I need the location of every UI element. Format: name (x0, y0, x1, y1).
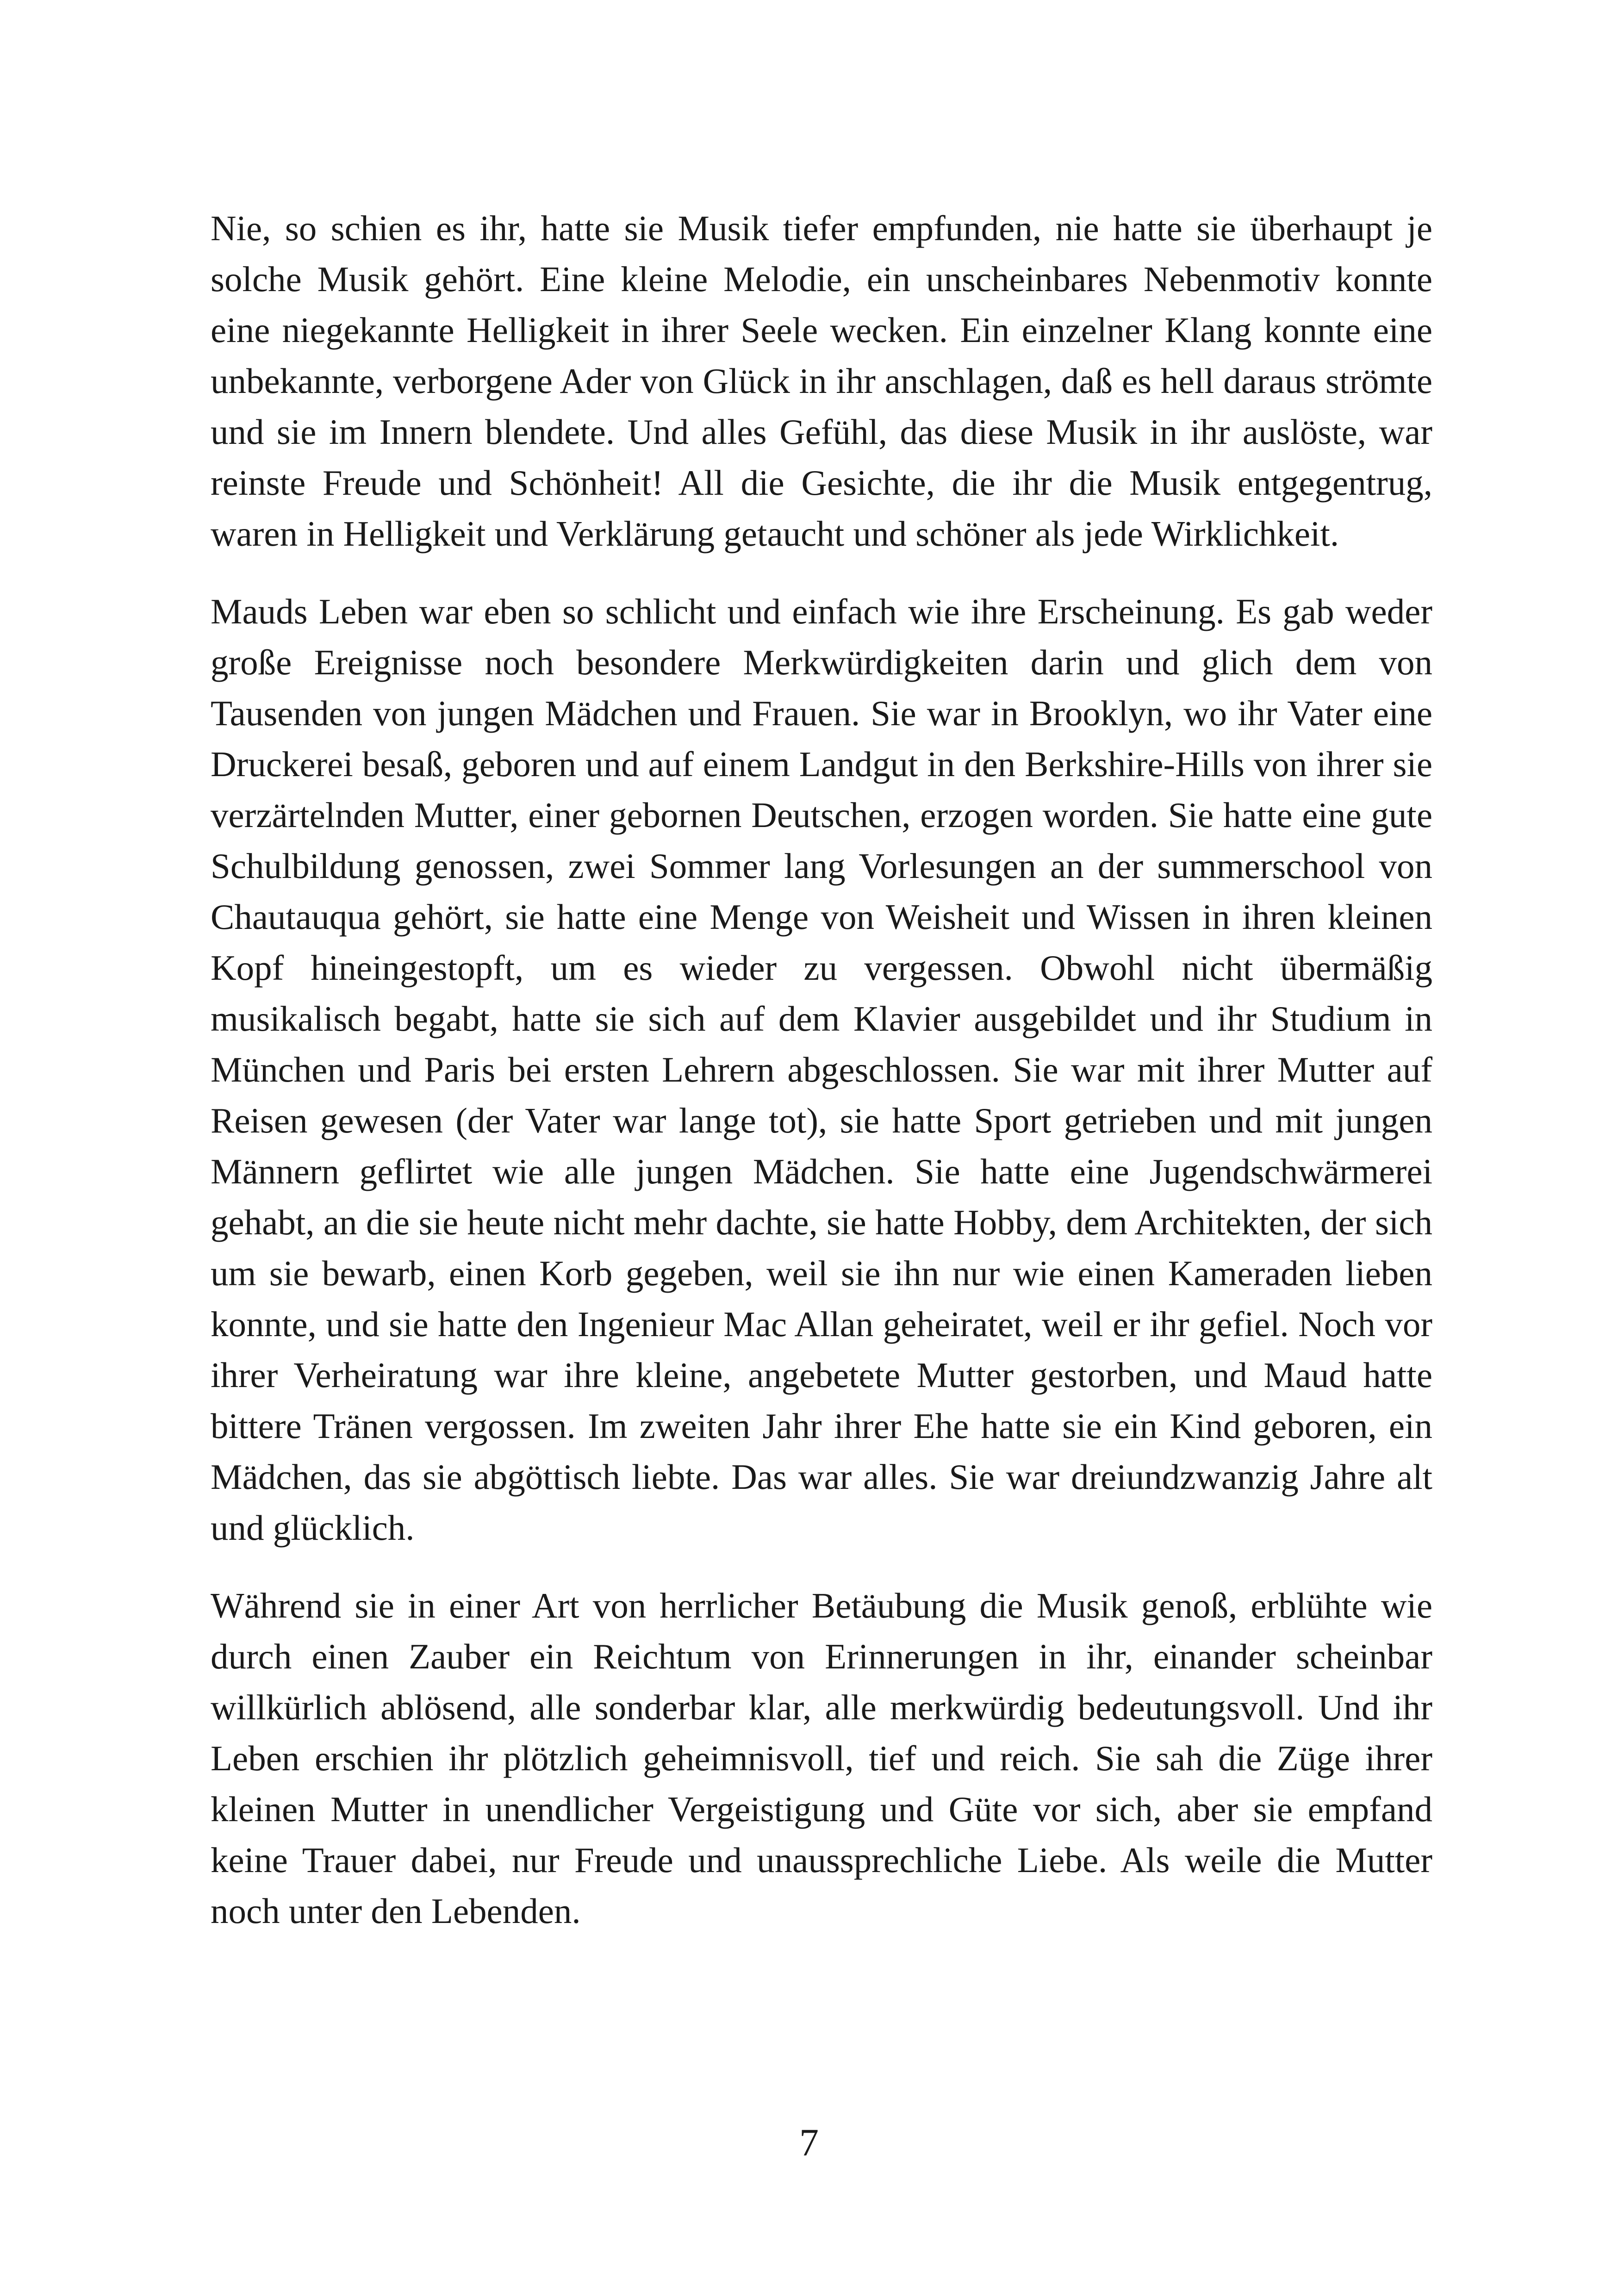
paragraph-1: Nie, so schien es ihr, hatte sie Musik tiefer empfunden, nie hatte sie überhaupt je solche Musik gehört. Eine kleine Melodie, ein unscheinbares Nebenmotiv konnte eine niegekannte Helligkeit in ihrer Seele wecken. Ein einzelner Klang konnte eine unbekannte, verborgene Ader von Glück in ihr anschlagen, daß es hell daraus strömte und sie im Innern blendete. Und alles Gefühl, das diese Musik in ihr auslöste, war reinste Freude und Schönheit! All die Gesichte, die ihr die Musik entgegentrug, waren in Helligkeit und Verklärung getaucht und schöner als jede Wirklichkeit. (211, 208, 1432, 554)
page-number: 7 (799, 2121, 819, 2164)
paragraph-2: Mauds Leben war eben so schlicht und einfach wie ihre Erscheinung. Es gab weder große Ereignisse noch besondere Merkwürdigkeiten darin und glich dem von Tausenden von jungen Mädchen und Frauen. Sie war in Brooklyn, wo ihr Vater eine Druckerei besaß, geboren und auf einem Landgut in den Berkshire-Hills von ihrer sie verzärtelnden Mutter, einer gebornen Deutschen, erzogen worden. Sie hatte eine gute Schulbildung genossen, zwei Sommer lang Vorlesungen an der summerschool von Chautauqua gehört, sie hatte eine Menge von Weisheit und Wissen in ihren kleinen Kopf hineingestopft, um es wieder zu vergessen. Obwohl nicht übermäßig musikalisch begabt, hatte sie sich auf dem Klavier ausgebildet und ihr Studium in München und Paris bei ersten Lehrern abgeschlossen. Sie war mit ihrer Mutter auf Reisen gewesen (der Vater war lange tot), sie hatte Sport getrieben und mit jungen Männern geflirtet wie alle jungen Mädchen. Sie hatte eine Jugendschwärmerei gehabt, an die sie heute nicht mehr dachte, sie hatte Hobby, dem Architekten, der sich um sie bewarb, einen Korb gegeben, weil sie ihn nur wie einen Kameraden lieben konnte, und sie hatte den Ingenieur Mac Allan geheiratet, weil er ihr gefiel. Noch vor ihrer Verheiratung war ihre kleine, angebetete Mutter gestorben, und Maud hatte bittere Tränen vergossen. Im zweiten Jahr ihrer Ehe hatte sie ein Kind geboren, ein Mädchen, das sie abgöttisch liebte. Das war alles. Sie war dreiundzwanzig Jahre alt und glücklich. (211, 591, 1432, 1548)
body-text (211, 203, 1432, 1936)
paragraph-3: Während sie in einer Art von herrlicher Betäubung die Musik genoß, erblühte wie durch einen Zauber ein Reichtum von Erinnerungen in ihr, einander scheinbar willkürlich ablösend, alle sonderbar klar, alle merkwürdig bedeutungsvoll. Und ihr Leben erschien ihr plötzlich geheimnisvoll, tief und reich. Sie sah die Züge ihrer kleinen Mutter in unendlicher Vergeistigung und Güte vor sich, aber sie empfand keine Trauer dabei, nur Freude und unaussprechliche Liebe. Als weile die Mutter noch unter den Lebenden. (211, 1586, 1432, 1931)
